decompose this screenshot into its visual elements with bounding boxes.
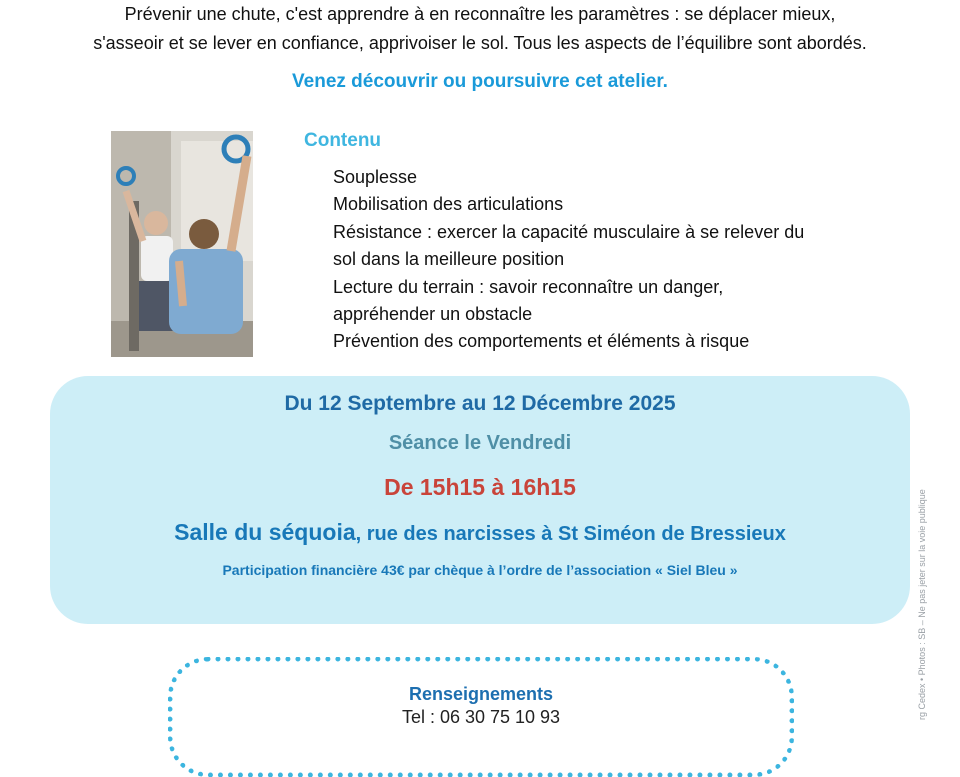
contact-box: [168, 657, 794, 777]
content-item-mobilisation: Mobilisation des articulations: [333, 194, 564, 215]
call-to-action: Venez découvrir ou poursuivre cet atelier.: [292, 71, 668, 92]
content-item-lecture-terrain-cont: appréhender un obstacle: [333, 304, 533, 325]
intro-line-2: s'asseoir et se lever en confiance, apprivoiser le sol. Tous les aspects de l’équilibre sont abordés.: [93, 33, 867, 53]
content-item-resistance: Résistance : exercer la capacité musculaire à se relever du: [333, 221, 805, 242]
content-item-souplesse: Souplesse: [333, 167, 418, 187]
schedule-hours: De 15h15 à 16h15: [384, 474, 576, 500]
contact-phone: Tel : 06 30 75 10 93: [401, 707, 561, 727]
schedule-session: Séance le Vendredi: [388, 432, 572, 454]
intro-paragraph: [0, 0, 960, 58]
content-title: Contenu: [304, 130, 382, 151]
contact-title: Renseignements: [408, 684, 554, 704]
content-item-resistance-cont: sol dans la meilleure position: [333, 249, 565, 270]
content-list: [333, 164, 893, 356]
photo-illustration: [111, 131, 253, 357]
venue-address: , rue des narcisses à St Siméon de Bressieux: [355, 523, 786, 545]
side-note: rg Cedex • Photos : SB – Ne pas jeter sur la voie publique: [917, 489, 927, 720]
schedule-venue: [50, 519, 910, 546]
content-item-lecture-terrain: Lecture du terrain : savoir reconnaître un danger,: [333, 276, 724, 297]
schedule-box: [50, 376, 910, 624]
schedule-fee: Participation financière 43€ par chèque à l’ordre de l’association « Siel Bleu »: [222, 562, 738, 578]
intro-line-1: Prévenir une chute, c'est apprendre à en reconnaître les paramètres : se déplacer mieux,: [124, 4, 836, 24]
workshop-photo: [111, 131, 253, 357]
content-item-prevention: Prévention des comportements et éléments à risque: [333, 331, 750, 352]
schedule-dates: Du 12 Septembre au 12 Décembre 2025: [284, 392, 676, 415]
venue-name: Salle du séquoia: [174, 519, 356, 545]
